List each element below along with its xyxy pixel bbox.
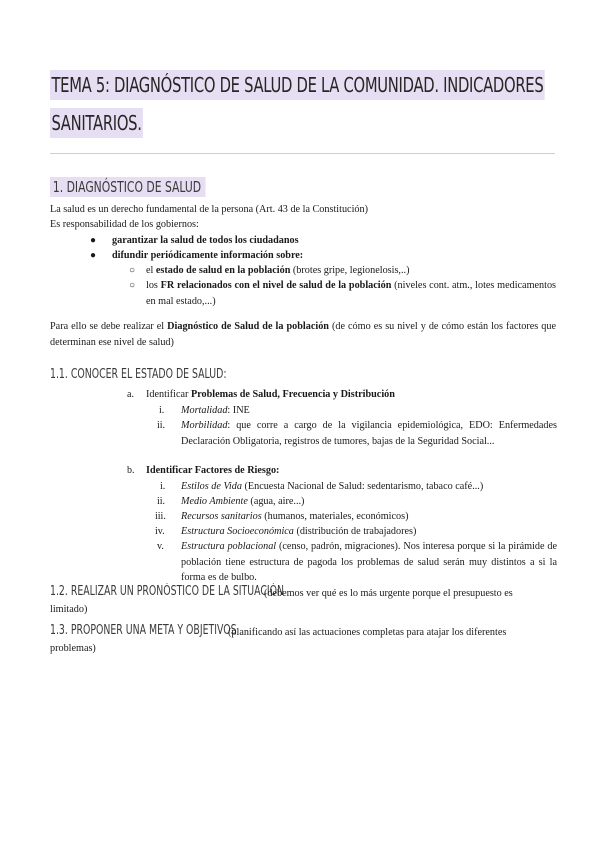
list-item: el estado de salud en la población (brotes gripe, legionelosis,..) [146,265,410,276]
list-item: Medio Ambiente (agua, aire...) [181,496,305,507]
list-marker: iv. [155,526,165,537]
list-item: Identificar Factores de Riesgo: [146,465,280,476]
paragraph-diagnostico: Para ello se debe realizar el Diagnóstico de Salud de la población (de cómo es su nivel y de cómo están los factores que determinan ese nivel de salud) [50,321,556,348]
list-marker: a. [127,389,134,400]
circle-bullet-icon: ○ [129,265,136,276]
list-item: Estructura poblacional (censo, padrón, migraciones). Nos interesa porque si la pirámide de población tiene estructura de pagoda los problemas de salud serán muy distintos a si la forma es de bulbo. [181,541,557,583]
section-heading-1-1: 1.1. CONOCER EL ESTADO DE SALUD: [50,367,227,382]
list-item: Recursos sanitarios (humanos, materiales, económicos) [181,511,409,522]
paragraph-responsabilidad: Es responsabilidad de los gobiernos: [50,219,199,230]
list-item: Morbilidad: que corre a cargo de la vigilancia epidemiológica, EDO: Enfermedades Declaración Obligatoria, registros de tumores, bajas de la Seguridad Social... [181,420,557,447]
section-1-2-text-cont: limitado) [50,604,88,615]
paragraph-derecho: La salud es un derecho fundamental de la persona (Art. 43 de la Constitución) [50,204,368,215]
title-line-1: TEMA 5: DIAGNÓSTICO DE SALUD DE LA COMUNIDAD. INDICADORES [50,70,545,100]
bullet-icon: ● [90,235,97,246]
list-marker: ii. [157,496,166,507]
list-item: Estructura Socioeconómica (distribución de trabajadores) [181,526,417,537]
list-item: los FR relacionados con el nivel de salud de la población (niveles cont. atm., lotes medicamentos en mal estado,...) [146,280,556,307]
title-divider [50,153,555,154]
page-title [50,66,544,142]
section-heading-1-2: 1.2. REALIZAR UN PRONÓSTICO DE LA SITUACIÓN [50,584,285,599]
list-marker: i. [160,481,166,492]
list-marker: i. [159,405,165,416]
circle-bullet-icon: ○ [129,280,136,291]
section-heading-1-3: 1.3. PROPONER UNA META Y OBJETIVOS [50,623,237,638]
title-line-2: SANITARIOS. [50,108,143,138]
list-item: difundir periódicamente información sobre: [112,250,304,261]
list-item: garantizar la salud de todos los ciudadanos [112,235,299,246]
section-1-3-text-cont: problemas) [50,643,96,654]
list-marker: b. [127,465,135,476]
list-marker: iii. [155,511,166,522]
list-item: Identificar Problemas de Salud, Frecuencia y Distribución [146,389,395,400]
bullet-icon: ● [90,250,97,261]
list-marker: ii. [157,420,166,431]
list-item: Mortalidad: INE [181,405,250,416]
list-marker: v. [157,541,164,552]
section-heading-1: 1. DIAGNÓSTICO DE SALUD [50,176,205,198]
list-item: Estilos de Vida (Encuesta Nacional de Salud: sedentarismo, tabaco café...) [181,481,484,492]
section-1-3-text: (planificando así las actuaciones completas para atajar los diferentes [228,627,507,638]
section-1-2-text: (debemos ver qué es lo más urgente porque el presupuesto es [264,588,513,599]
